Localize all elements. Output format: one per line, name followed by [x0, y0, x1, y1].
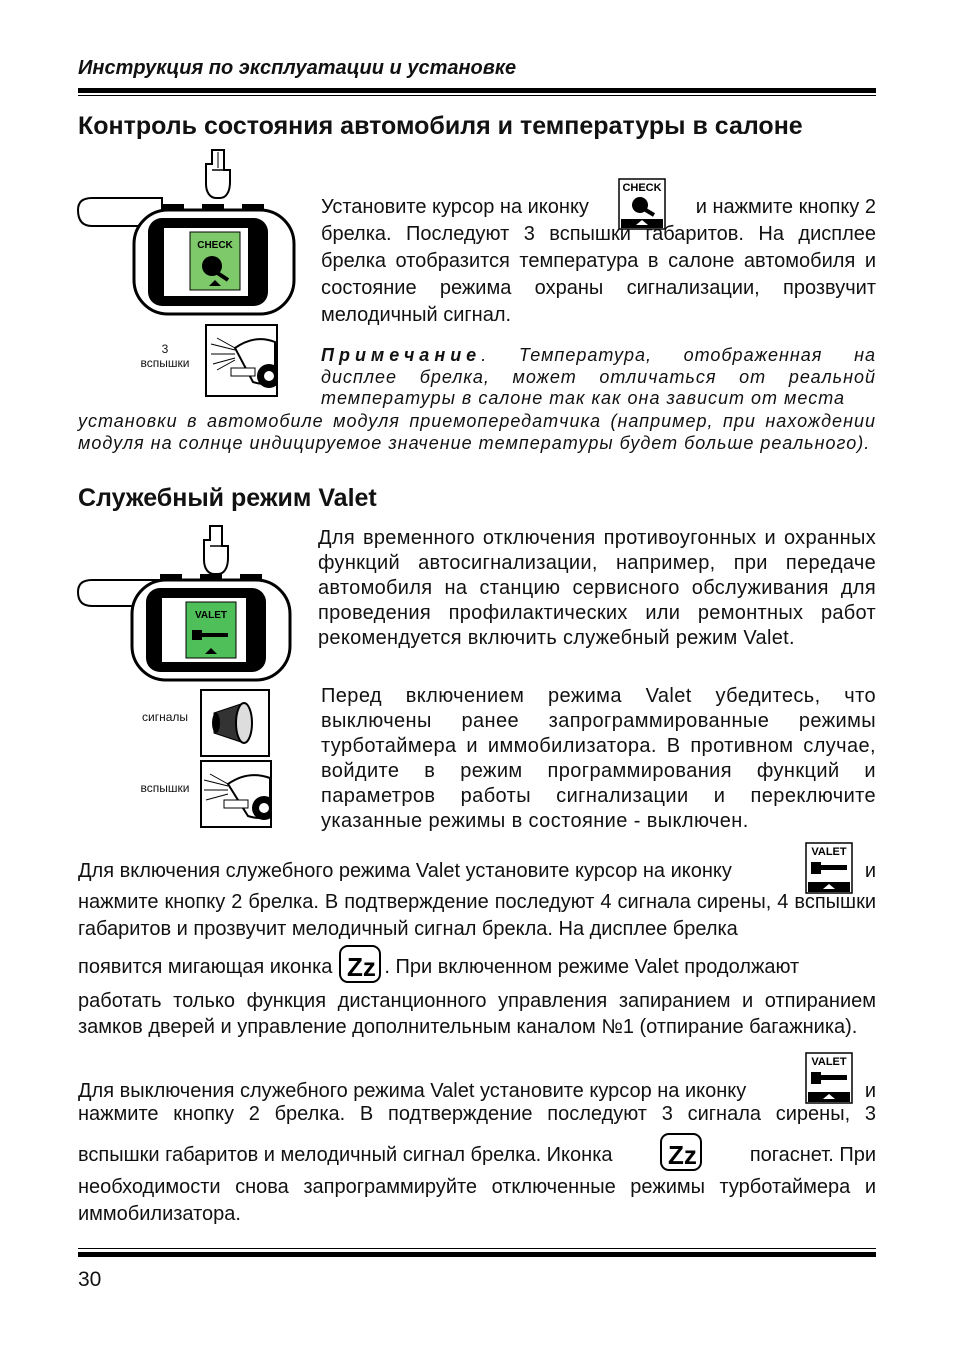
footer-rule [78, 1252, 876, 1257]
running-header: Инструкция по эксплуатации и установке [78, 57, 517, 79]
zz-icon [659, 1132, 703, 1178]
valet-intro-paragraph: Для временного отключения противоугонных и охранных функций автосигнализации, например, при передаче автомобиля на станцию сервисного обслуживания для проведения профилактических или ремонтных работ рекомендуется включить служебный режим Valet. [318, 527, 876, 649]
valet-icon [805, 1052, 853, 1110]
valet-off-icon-line: вспышки габаритов и мелодичный сигнал брелка. Иконка Zz погаснет. При [78, 1132, 876, 1178]
svg-text:VALET: VALET [194, 610, 228, 621]
flash-count-label: 3 вспышки [140, 342, 190, 370]
signals-label: сигналы [141, 710, 188, 724]
section-title-valet: Служебный режим Valet [78, 484, 377, 512]
header-rule-thin [78, 95, 876, 96]
zz-icon-text: Zz [347, 952, 377, 982]
valet-icon-text: VALET [811, 846, 847, 858]
footer-rule-thin [78, 1248, 876, 1249]
valet-off-line2: нажмите кнопку 2 брелка. В подтверждение последуют 3 сигнала сирены, 3 [78, 1103, 876, 1125]
pointing-hand-icon [204, 526, 228, 574]
valet-off-paragraph-end: необходимости снова запрограммируйте отключенные режимы турботаймера и иммобилизатора. [78, 1176, 876, 1225]
zz-icon [338, 944, 382, 990]
siren-illustration [200, 689, 270, 757]
valet-on-paragraph-end: работать только функция дистанционного управления запиранием и отпиранием замков дверей и управление дополнительным каналом №1 (отпирание багажника). [78, 990, 876, 1038]
section1-note-b: установки в автомобиле модуля приемопередатчика (например, при нахождении модуля на солнце индицируемое значение температуры будет больше реального). [78, 411, 876, 453]
valet-on-line1: Для включения служебного режима Valet установите курсор на иконку VALET и [78, 842, 876, 900]
valet-on-icon-line: появится мигающая иконка Zz . При включенном режиме Valet продолжают [78, 944, 876, 990]
check-icon-text: CHECK [622, 182, 662, 194]
valet-off-line1: Для выключения служебного режима Valet установите курсор на иконку VALET и [78, 1052, 876, 1110]
section1-line1: Установите курсор на иконку CHECK и нажмите кнопку 2 [321, 178, 876, 236]
page-number: 30 [78, 1268, 102, 1291]
valet-icon-text: VALET [811, 1056, 847, 1068]
flashes-label: вспышки [140, 781, 190, 795]
svg-text:CHECK: CHECK [197, 240, 233, 251]
zz-icon-text: Zz [668, 1140, 698, 1170]
keyfob-valet-illustration [76, 524, 298, 684]
headlight-flash-illustration [205, 324, 278, 397]
section1-paragraph: брелка. Последуют 3 вспышки габаритов. На дисплее брелка отобразится температура в салоне автомобиля и состояние режима охраны сигнализации, прозвучит мелодичный сигнал. [321, 223, 876, 326]
valet-precaution-paragraph: Перед включением режима Valet убедитесь, что выключены ранее запрограммированные режимы турботаймера и иммобилизатора. В противном случае, войдите в режим программирования функций и параметров работы сигнализации и переключите указанные режимы в состояние - выключен. [321, 685, 876, 832]
section1-note-a: Примечание. Температура, отображенная на дисплее брелка, может отличаться от реальной температуры в салоне так как она зависит от места [321, 345, 876, 408]
pointing-hand-icon [206, 150, 230, 198]
section-title-status: Контроль состояния автомобиля и температуры в салоне [78, 112, 803, 140]
header-rule [78, 88, 876, 93]
keyfob-check-illustration [76, 148, 298, 316]
headlight-flash-illustration-2 [200, 760, 272, 828]
valet-on-paragraph: нажмите кнопку 2 брелка. В подтверждение последуют 4 сигнала сирены, 4 вспышки габаритов и прозвучит мелодичный сигнал брекла. На дисплее брелка [78, 891, 876, 940]
